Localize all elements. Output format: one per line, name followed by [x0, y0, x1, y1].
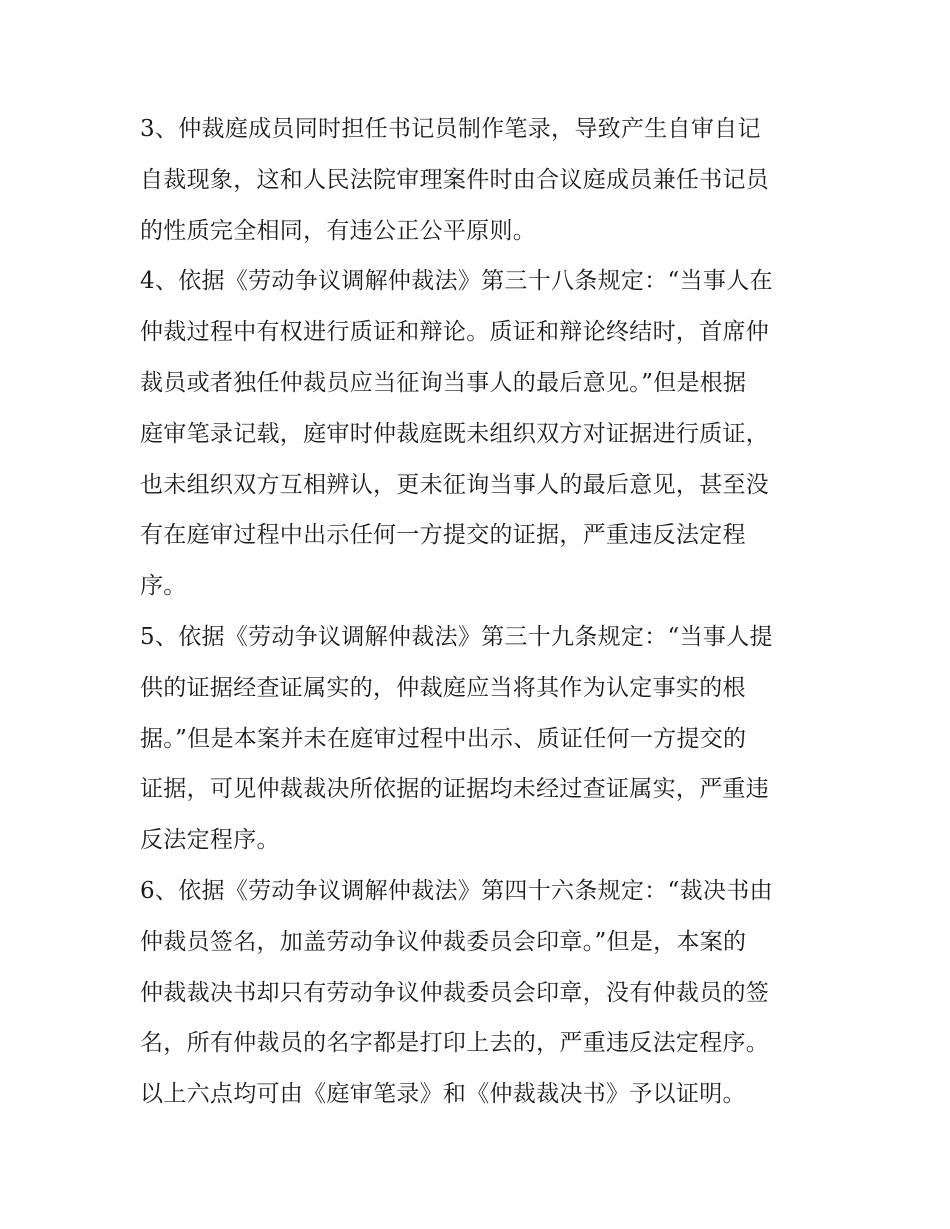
- text-line: 名，所有仲裁员的名字都是打印上去的，严重违反法定程序。: [140, 1030, 770, 1057]
- text-line: 仲裁过程中有权进行质证和辩论。质证和辩论终结时，首席仲: [140, 319, 770, 346]
- text-line: 供的证据经查证属实的，仲裁庭应当将其作为认定事实的根: [140, 674, 746, 701]
- text-line: 5、依据《劳动争议调解仲裁法》第三十九条规定：“当事人提: [140, 623, 773, 650]
- text-line: 证据，可见仲裁裁决所依据的证据均未经过查证属实，严重违: [140, 776, 770, 803]
- text-line: 也未组织双方互相辨认，更未征询当事人的最后意见，甚至没: [140, 471, 770, 498]
- text-line: 的性质完全相同，有违公正公平原则。: [140, 217, 537, 244]
- text-line: 以上六点均可由《庭审笔录》和《仲裁裁决书》予以证明。: [140, 1081, 746, 1108]
- text-line: 自裁现象，这和人民法院审理案件时由合议庭成员兼任书记员: [140, 166, 770, 193]
- text-line: 庭审笔录记载，庭审时仲裁庭既未组织双方对证据进行质证，: [140, 420, 770, 447]
- text-line: 3、仲裁庭成员同时担任书记员制作笔录，导致产生自审自记: [140, 116, 761, 142]
- text-line: 反法定程序。: [140, 827, 280, 854]
- text-line: 据。”但是本案并未在庭审过程中出示、质证任何一方提交的: [140, 725, 747, 752]
- text-line: 仲裁员签名，加盖劳动争议仲裁委员会印章。”但是，本案的: [140, 928, 747, 955]
- text-line: 有在庭审过程中出示任何一方提交的证据，严重违反法定程: [140, 522, 746, 549]
- text-line: 6、依据《劳动争议调解仲裁法》第四十六条规定：“裁决书由: [140, 877, 773, 904]
- text-line: 仲裁裁决书却只有劳动争议仲裁委员会印章，没有仲裁员的签: [140, 979, 770, 1006]
- text-line: 序。: [140, 573, 187, 600]
- text-line: 裁员或者独任仲裁员应当征询当事人的最后意见。”但是根据: [140, 369, 747, 396]
- document-body: [140, 104, 820, 1120]
- text-line: 4、依据《劳动争议调解仲裁法》第三十八条规定：“当事人在: [140, 268, 773, 295]
